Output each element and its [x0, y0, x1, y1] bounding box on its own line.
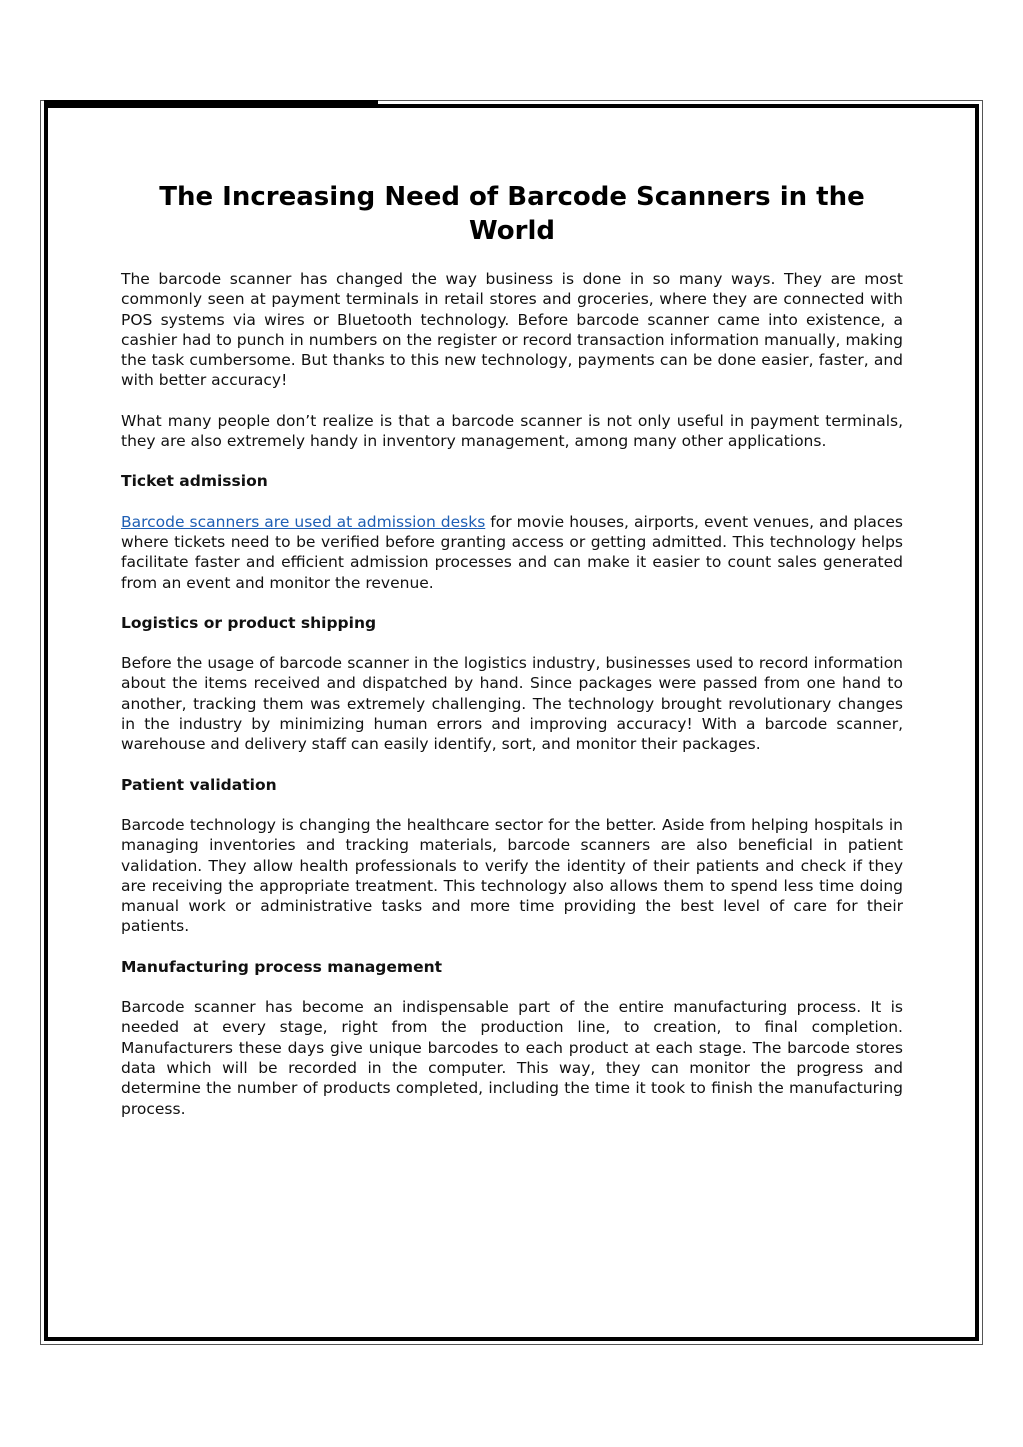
section-body-patient-validation: Barcode technology is changing the healthcare sector for the better. Aside from helping hospitals in managing inventories and tracking materials, barcode scanners are also beneficial in patient validation. They allow health professionals to verify the identity of their patients and check if they are receiving the appropriate treatment. This technology also allows them to spend less time doing manual work or administrative tasks and more time providing the best level of care for their patients.: [121, 815, 903, 936]
intro-paragraph-2: What many people don’t realize is that a barcode scanner is not only useful in payment terminals, they are also extremely handy in inventory management, among many other applications.: [121, 411, 903, 451]
section-heading-manufacturing: Manufacturing process management: [121, 957, 443, 976]
section-body-ticket-admission: [121, 512, 903, 593]
ticket-admission-text: for movie houses, airports, event venues, and places where tickets need to be verified before granting access or getting admitted. This technology helps facilitate faster and efficient admission processes and can make it easier to count sales generated from an event and monitor the revenue.: [121, 512, 903, 592]
page-title: The Increasing Need of Barcode Scanners in the World: [159, 182, 865, 246]
section-body-manufacturing: Barcode scanner has become an indispensable part of the entire manufacturing process. It is needed at every stage, right from the production line, to creation, to final completion. Manufacturers these days give unique barcodes to each product at each stage. The barcode stores data which will be recorded in the computer. This way, they can monitor the progress and determine the number of products completed, including the time it took to finish the manufacturing process.: [121, 998, 903, 1118]
top-border-accent: [44, 100, 378, 104]
admission-desks-link[interactable]: Barcode scanners are used at admission desks: [121, 512, 486, 531]
section-body-logistics: Before the usage of barcode scanner in the logistics industry, businesses used to record information about the items received and dispatched by hand. Since packages were passed from one hand to another, tracking them was extremely challenging. The technology brought revolutionary changes in the industry by minimizing human errors and improving accuracy! With a barcode scanner, warehouse and delivery staff can easily identify, sort, and monitor their packages.: [121, 654, 903, 754]
section-heading-logistics: Logistics or product shipping: [121, 613, 377, 632]
document-body: [121, 180, 903, 1139]
section-heading-patient-validation: Patient validation: [121, 775, 277, 794]
section-heading-ticket-admission: Ticket admission: [121, 472, 268, 491]
intro-paragraph-1: The barcode scanner has changed the way business is done in so many ways. They are most commonly seen at payment terminals in retail stores and groceries, where they are connected with POS systems via wires or Bluetooth technology. Before barcode scanner came into existence, a cashier had to punch in numbers on the register or record transaction information manually, making the task cumbersome. But thanks to this new technology, payments can be done easier, faster, and with better accuracy!: [121, 270, 903, 390]
